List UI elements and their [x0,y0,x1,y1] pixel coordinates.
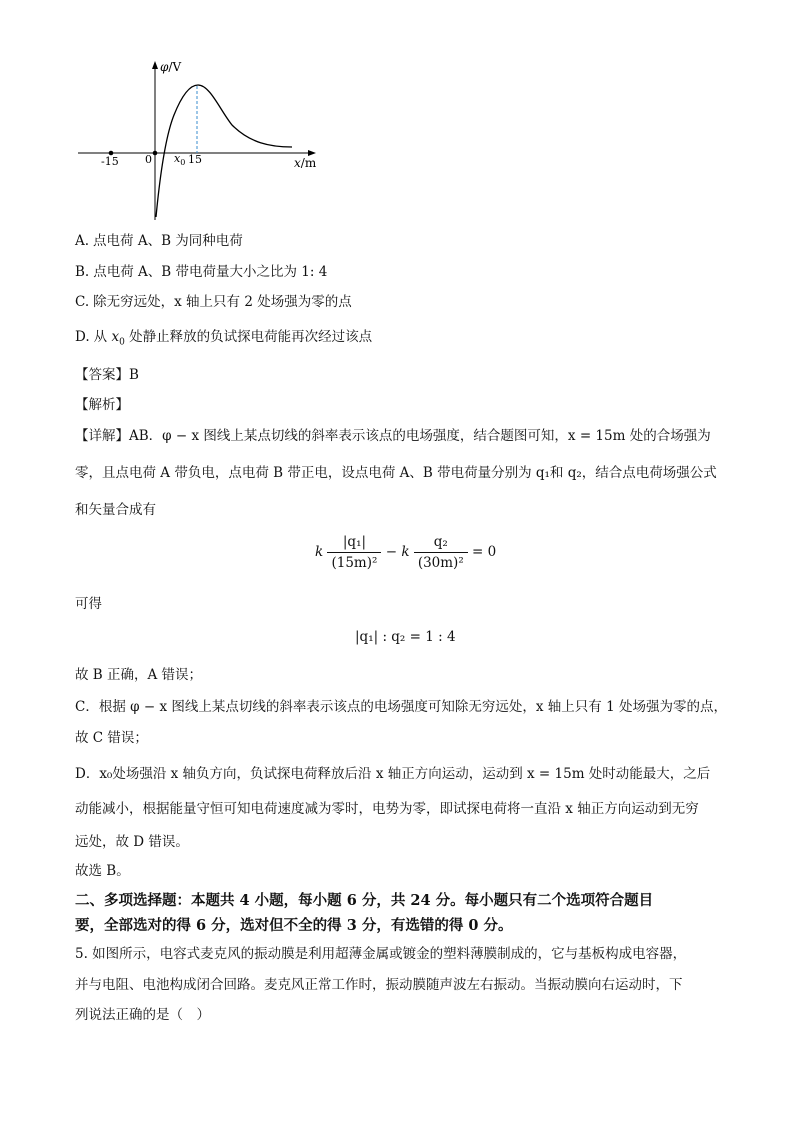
option-b: B. 点电荷 A、B 带电荷量大小之比为 1: 4 [75,264,328,280]
x-axis-label: x/m [294,156,317,170]
c-line-2: 故 C 错误； [75,730,148,746]
answer-line: 【答案】B [75,367,139,383]
c-line-1: C．根据 φ − x 图线上某点切线的斜率表示该点的电场强度可知除无穷远处，x 轴上只有 1 处场强为零的点， [75,699,727,715]
tick-zero: 0 [145,153,152,166]
detail-line-2: 零，且点电荷 A 带负电，点电荷 B 带正电，设点电荷 A、B 带电荷量分别为 q₁和 q₂，结合点电荷场强公式 [75,465,717,481]
detail-line-3: 和矢量合成有 [75,502,156,518]
q5-line-2: 并与电阻、电池构成闭合回路。麦克风正常工作时，振动膜随声波左右振动。当振动膜向右运动时，下 [75,977,683,993]
y-axis-label: φ/V [160,60,182,74]
option-a: A. 点电荷 A、B 为同种电荷 [75,233,243,249]
section-heading-line-1: 二、多项选择题：本题共 4 小题，每小题 6 分，共 24 分。每小题只有二个选项符合题目 [75,892,654,909]
d-line-2: 动能减小，根据能量守恒可知电荷速度减为零时，电势为零，即试探电荷将一直沿 x 轴正方向运动到无穷 [75,801,699,817]
tick-15: 15 [188,153,202,166]
conclusion-b: 故 B 正确，A 错误； [75,667,203,683]
q5-line-1: 5. 如图所示，电容式麦克风的振动膜是利用超薄金属或镀金的塑料薄膜制成的，它与基板构成电容器， [75,946,687,962]
potential-curve [156,85,292,217]
equation-field-balance: k $\frac{\text{|q₁|}}{\text{(15m)²}}$ − k $\frac{\text{q₂}}{\text{(30m)²}}$ = 0 [315,534,497,571]
d-line-1: D．x₀处场强沿 x 轴负方向，负试探电荷释放后沿 x 轴正方向运动，运动到 x = 15m 处时动能最大，之后 [75,766,711,782]
q5-line-3: 列说法正确的是（ ） [75,1007,210,1023]
phi-x-graph [70,55,330,225]
equation-charge-ratio: |q₁| : q₂ = 1 : 4 [355,629,456,645]
option-d: D. 从 $x_0$ 处静止释放的负试探电荷能再次经过该点 [75,329,373,348]
kede-line: 可得 [75,596,102,612]
tick-x0: $x_0$ [174,152,186,167]
detail-line-1: 【详解】AB．φ − x 图线上某点切线的斜率表示该点的电场强度，结合题图可知，x = 15m 处的合场强为 [75,428,711,444]
option-c: C. 除无穷远处，x 轴上只有 2 处场强为零的点 [75,294,352,310]
analysis-title: 【解析】 [75,397,129,413]
section-heading-line-2: 要，全部选对的得 6 分，选对但不全的得 3 分，有选错的得 0 分。 [75,917,513,934]
y-axis-arrow [152,61,158,69]
choose-line: 故选 B。 [75,863,130,879]
d-line-3: 远处，故 D 错误。 [75,834,189,850]
tick-neg15: -15 [101,155,119,168]
point-b-charge [153,151,158,156]
